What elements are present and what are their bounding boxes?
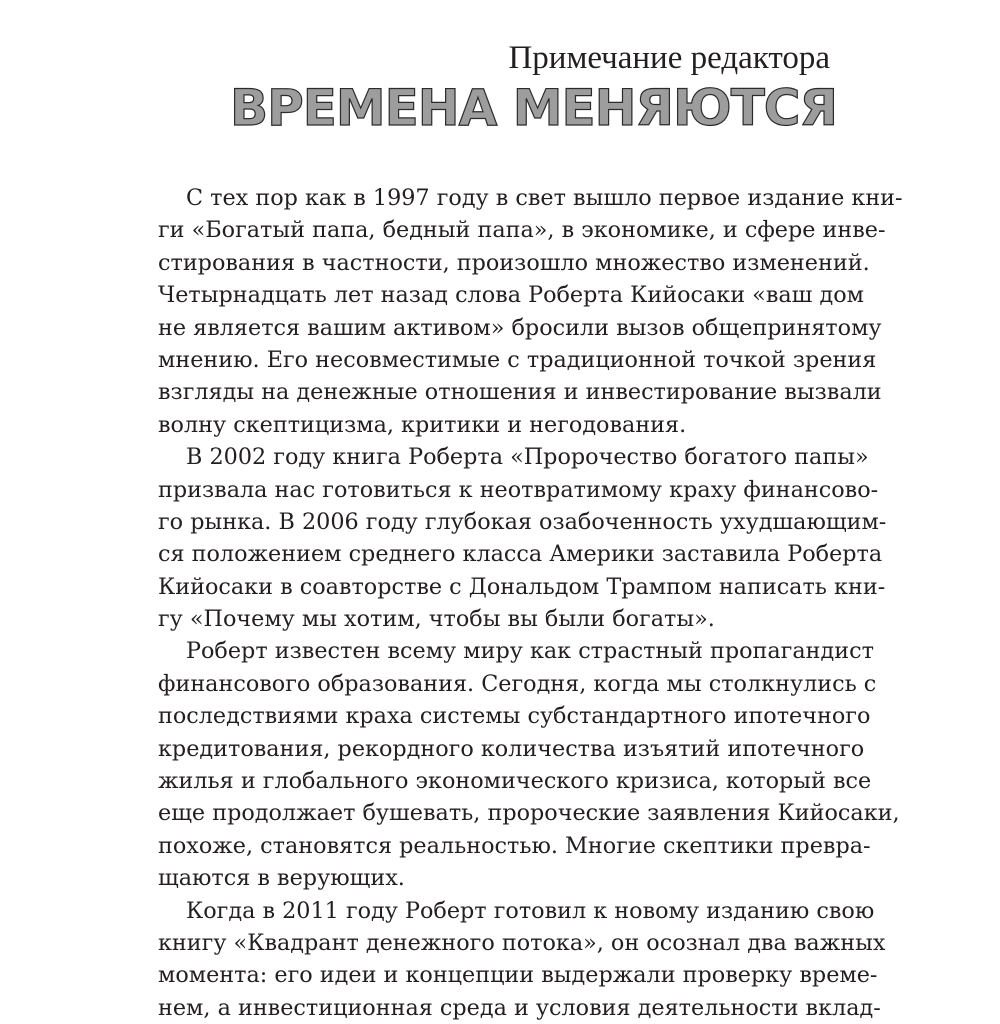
paragraph xyxy=(158,182,903,441)
text-line: еще продолжает бушевать, пророческие заявления Кийосаки, xyxy=(158,800,900,827)
text-line: С тех пор как в 1997 году в свет вышло первое издание кни- xyxy=(186,185,903,211)
paragraph xyxy=(158,895,886,1024)
text-line: последствиями краха системы субстандартного ипотечного xyxy=(158,703,871,730)
text-line: Роберт известен всему миру как страстный пропагандист xyxy=(186,638,874,665)
text-line: книгу «Квадрант денежного потока», он осознал два важных xyxy=(158,929,886,956)
text-line: ги «Богатый папа, бедный папа», в экономике, и сфере инве- xyxy=(158,217,886,244)
text-line: взгляды на денежные отношения и инвестирование вызвали xyxy=(158,379,882,406)
text-line: финансового образования. Сегодня, когда мы столкнулись с xyxy=(158,670,877,697)
text-line: волну скептицизма, критики и негодования. xyxy=(158,411,687,438)
section-label: Примечание редактора xyxy=(508,40,830,76)
text-line: не является вашим активом» бросили вызов общепринятому xyxy=(158,314,882,341)
text-line: мнению. Его несовместимые с традиционной точкой зрения xyxy=(158,346,877,373)
text-line: нем, а инвестиционная среда и условия деятельности вклад- xyxy=(158,994,881,1021)
paragraph xyxy=(158,441,887,635)
text-line: момента: его идеи и концепции выдержали проверку време- xyxy=(158,962,878,989)
text-line: В 2002 году книга Роберта «Пророчество богатого папы» xyxy=(186,444,869,471)
text-line: стирования в частности, произошло множество изменений. xyxy=(158,249,870,276)
text-line: гу «Почему мы хотим, чтобы вы были богаты». xyxy=(158,606,715,633)
text-line: жилья и глобального экономического кризиса, который все xyxy=(158,768,872,795)
text-line: ся положением среднего класса Америки заставила Роберта xyxy=(158,541,883,568)
text-line: Когда в 2011 году Роберт готовил к новому изданию свою xyxy=(186,897,875,924)
text-line: Кийосаки в соавторстве с Дональдом Трампом написать кни- xyxy=(158,573,886,600)
text-line: похоже, становятся реальностью. Многие скептики превра- xyxy=(158,832,871,859)
text-line: кредитования, рекордного количества изъятий ипотечного xyxy=(158,735,865,762)
text-line: щаются в верующих. xyxy=(158,865,405,892)
chapter-title: ВРЕМЕНА МЕНЯЮТСЯ xyxy=(229,79,837,137)
text-line: го рынка. В 2006 году глубокая озабоченность ухудшающим- xyxy=(158,508,887,535)
paragraph xyxy=(158,635,900,894)
text-line: Четырнадцать лет назад слова Роберта Кийосаки «ваш дом xyxy=(158,282,864,309)
text-line: призвала нас готовиться к неотвратимому краху финансово- xyxy=(158,476,879,503)
body-text xyxy=(158,182,903,1024)
